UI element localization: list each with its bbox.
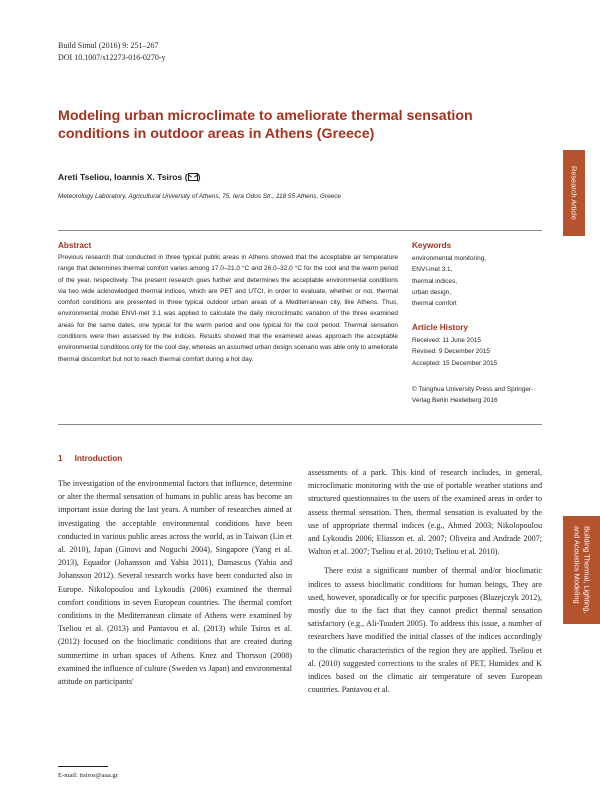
abstract-text: Previous research that conducted in three typical public areas in Athens showed that the acceptable air temperature range that determines thermal comfort varies among 17.0–21.0 °C and 26.0–32.0 °C for the cool and the warm period of the year, respectively. The present research goes further and determines the acceptable environmental conditions via two wide acknowledged thermal indices, which are PET and UTCI, in order to evaluate, whether or not, thermal comfort conditions are presented in three typical outdoor urban areas of a Mediterranean city, like Athens. Thus, environmental model ENVI-met 3.1 was applied to calculate the daily microclimatic variation of the three examined areas for the same dates, one typical for the warm period and one typical for the cool period. Thermal sensation conditions were then assessed by the indices. Results showed that the examined areas approach the acceptable environmental conditions only for the cool day, whereas an assumed urban design scenario was able only to ameliorate thermal discomfort but not to reach thermal comfort during a hot day. — [58, 254, 398, 363]
article-title: Modeling urban microclimate to ameliorate thermal sensation conditions in outdoor areas in Athens (Greece) — [58, 108, 473, 142]
header-divider — [58, 230, 542, 231]
author-names: Areti Tseliou, Ioannis X. Tsiros ( — [58, 172, 188, 182]
keyword-item: urban design, — [412, 288, 452, 296]
keywords-list — [412, 253, 486, 309]
journal-header — [58, 40, 166, 64]
journal-citation: Build Simul (2016) 9: 251–267 — [58, 41, 159, 50]
section-tab — [563, 516, 600, 624]
copyright-notice: © Tsinghua University Press and Springer-Verlag Berlin Heidelberg 2016 — [412, 386, 534, 405]
author-paren-close: ) — [197, 172, 201, 182]
abstract-divider — [58, 424, 542, 425]
article-history-heading: Article History — [412, 323, 468, 332]
section-heading — [58, 454, 134, 463]
received-date: Received: 11 June 2015 — [412, 337, 481, 344]
footnote-email: E-mail: itsiros@aua.gr — [58, 772, 118, 779]
article-history — [412, 335, 497, 369]
accepted-date: Accepted: 15 December 2015 — [412, 359, 498, 367]
section-tab-line1: Building Thermal, Lighting, — [582, 526, 592, 614]
body-column-right — [308, 466, 542, 696]
body-column-left — [58, 477, 292, 688]
section-tab-line2: and Acoustics Modeling — [572, 526, 582, 604]
footnote-divider — [58, 766, 108, 767]
body-paragraph: There exist a significant number of thermal and/or bioclimatic indices to assess bioclimatic conditions for human beings, They are used, however, sporadically or for specific purposes (Blazejczyk 2012), mostly due to the fact that they cannot predict thermal sensation satisfactory (e.g., Ali-Toudert 2005). To address this issue, a number of researchers have modified the initial classes of the indices accordingly to the climatic characteristics of the region they are applied. Tseliou et al. (2010) suggested corrections to the scales of PET, Humidex and K indices based on the climatic air temperature of seven European countries. Pantavou et al. — [308, 566, 542, 695]
section-number: 1 — [58, 454, 63, 463]
affiliation: Meteorology Laboratory, Agricultural University of Athens, 75, Iera Odos Str., 118 55 Athens, Greece — [58, 193, 341, 200]
keyword-item: thermal comfort — [412, 300, 457, 308]
author-line — [58, 172, 200, 182]
journal-doi: DOI 10.1007/s12273-016-0270-y — [58, 53, 166, 62]
section-title: Introduction — [74, 454, 123, 463]
abstract-heading: Abstract — [58, 241, 92, 250]
section-tab-label — [572, 526, 592, 613]
revised-date: Revised: 9 December 2015 — [412, 348, 491, 356]
body-paragraph: The investigation of the environmental factors that influence, determine or alter the thermal sensation of humans in public areas has become an important issue during the last years. A number of researches aimed at investigating the acceptable environmental conditions have been conducted in various public areas across the world, as in Taiwan (Lin et al. 2010), Japan (Ginovi and Noguchi 2004), Singapore (Yang et al. 2013), Equador (Johansson and Yahia 2011), Damascus (Yahia and Johansson 2012). Several research works have been conducted also in Europe. Nikolopoulou and Lykoudis (2006) examined the thermal comfort conditions in seven European countries. The thermal comfort conditions in the Mediterranean climate of Athens were examined by Tseliou et al. (2013) and Pantavou et al. (2013) while Tsiros et al. (2012) focused on the bioclimatic conditions that are created during summertime in urban spaces of Athens. Knez and Thorsson (2008) examined the influence of culture (Sweden vs Japan) and environmental attitude on participants' — [58, 479, 292, 687]
keyword-item: environmental monitoring, — [412, 255, 487, 262]
keywords-heading: Keywords — [412, 241, 452, 250]
keyword-item: thermal indices, — [412, 277, 458, 285]
envelope-icon[interactable] — [188, 173, 198, 181]
article-type-label: Research Article — [569, 166, 579, 220]
body-paragraph: assessments of a park. This kind of research includes, in general, microclimatic monitoring with the use of portable weather stations and structured questionnaires to the users of the examined areas in order to assess thermal sensation. Then, thermal sensation is evaluated by the use of appropriate thermal indices (e.g., Ahmed 2003; Nikolopoulou and Lykoudis 2006; Eliasson et. al. 2007; Oliveira and Andrade 2007; Walton et al. 2007; Tseliou et al. 2010; Tseliou et al. 2010). — [308, 468, 542, 557]
keyword-item: ENVI-met 3.1, — [412, 266, 453, 274]
article-type-tab — [563, 150, 585, 236]
